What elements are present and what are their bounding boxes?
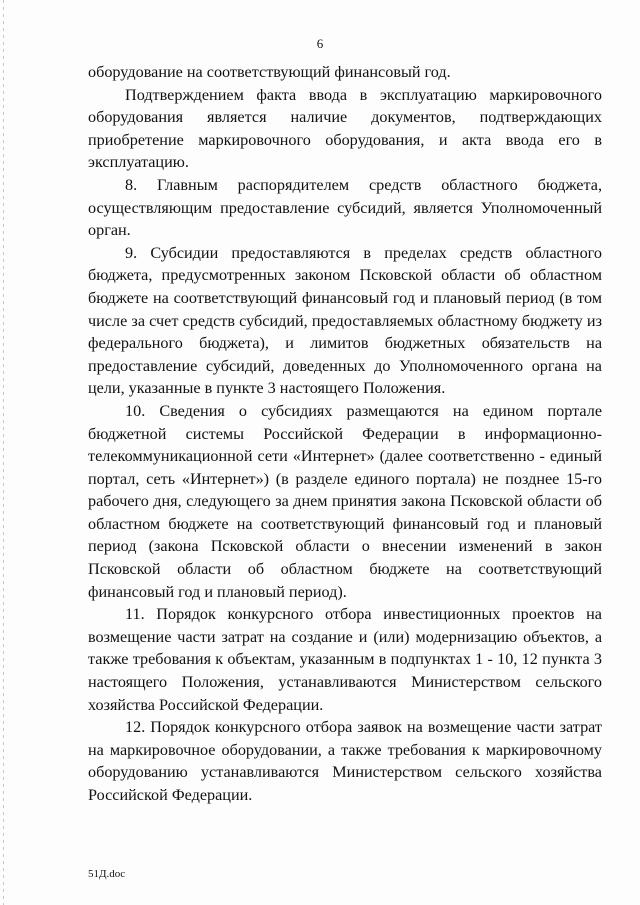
paragraph-commissioning-confirmation: Подтверждением факта ввода в эксплуатацию маркировочного оборудования является наличие документов, подтверждающих приобретение маркировочного оборудования, и акта ввода его в эксплуатацию. bbox=[88, 85, 602, 172]
paragraph-item-10: 10. Сведения о субсидиях размещаются на едином портале бюджетной системы Российской Федерации в информационно-телекоммуникационной сети «Интернет» (далее соответственно - единый портал, сеть «Интернет») (в разделе единого портала) не позднее 15-го рабочего дня, следующего за днем принятия закона Псковской области об областном бюджете на соответствующий финансовый год и плановый период (закона Псковской области о внесении изменений в закон Псковской области об областном бюджете на соответствующий финансовый год и плановый период). bbox=[88, 401, 602, 601]
page-number: 6 bbox=[316, 36, 324, 51]
paragraph-item-12: 12. Порядок конкурсного отбора заявок на возмещение части затрат на маркировочное оборудовании, а также требования к маркировочному оборудованию устанавливаются Министерством сельского хозяйства Российской Федерации. bbox=[88, 718, 602, 804]
scan-edge-line bbox=[3, 0, 4, 905]
paragraph-item-9: 9. Субсидии предоставляются в пределах средств областного бюджета, предусмотренных законом Псковской области об областном бюджете на соответствующий финансовый год и плановый период (в том числе за счет средств субсидий, предоставляемых областному бюджету из федерального бюджета), и лимитов бюджетных обязательств на предоставление субсидий, доведенных до Уполномоченного органа на цели, указанные в пункте 3 настоящего Положения. bbox=[88, 243, 602, 398]
footer-filename: 51Д.doc bbox=[88, 868, 126, 880]
paragraph-continuation: оборудование на соответствующий финансовый год. bbox=[88, 63, 451, 81]
paragraph-item-11: 11. Порядок конкурсного отбора инвестиционных проектов на возмещение части затрат на создание и (или) модернизацию объектов, а также требования к объектам, указанным в подпунктах 1 - 10, 12 пункта 3 настоящего Положения, устанавливаются Министерством сельского хозяйства Российской Федерации. bbox=[88, 605, 602, 714]
paragraph-item-8: 8. Главным распорядителем средств областного бюджета, осуществляющим предоставление субсидий, является Уполномоченный орган. bbox=[88, 175, 602, 240]
document-body bbox=[88, 61, 602, 807]
